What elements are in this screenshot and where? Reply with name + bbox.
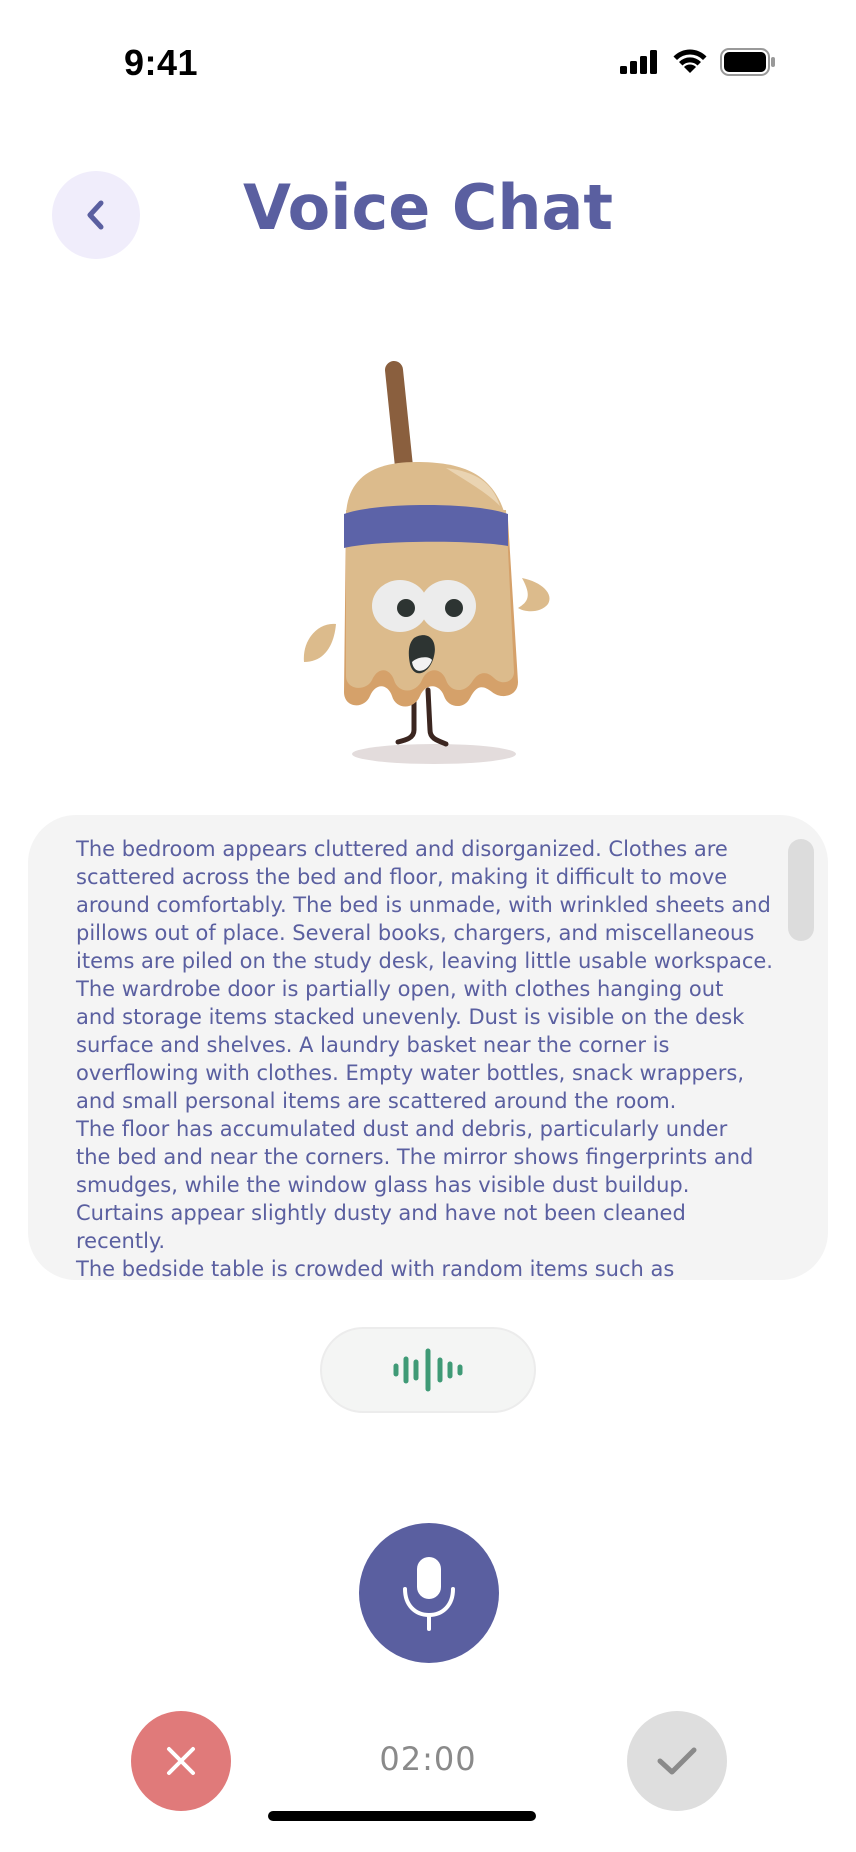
mascot-shadow — [352, 744, 516, 764]
broom-mascot-illustration — [296, 360, 560, 770]
audio-waveform-icon — [392, 1346, 464, 1394]
waveform-indicator — [320, 1327, 536, 1413]
status-time: 9:41 — [124, 42, 199, 83]
transcript-text: The bedroom appears cluttered and disorganized. Clothes are scattered across the bed and floor, making it difficult to move around comfortably. The bed is unmade, with wrinkled sheets and pillows out of place. Several books, chargers, and miscellaneous items are piled on the study desk, leaving little usable workspace. The wardrobe door is partially open, with clothes hanging out and storage items stacked unevenly. Dust is visible on the desk surface and shelves. A laundry basket near the corner is overflowing with clothes. Empty water bottles, snack wrappers, and small personal items are scattered around the room. The floor has accumulated dust and debris, particularly under the bed and near the corners. The mirror shows fingerprints and smudges, while the window glass has visible dust buildup. Curtains appear slightly dusty and have not been cleaned recently. The bedside table is crowded with random items such as — [76, 837, 773, 1280]
recording-timer: 02:00 — [379, 1740, 477, 1778]
transcript-scrollbar[interactable] — [788, 839, 814, 941]
checkmark-icon — [656, 1745, 698, 1777]
page-title: Voice Chat — [243, 171, 613, 244]
home-indicator — [268, 1811, 536, 1821]
microphone-button[interactable] — [359, 1523, 499, 1663]
status-bar — [0, 0, 856, 120]
mascot-left-arm — [304, 624, 336, 662]
status-icons — [620, 48, 776, 76]
wifi-icon — [672, 49, 708, 75]
mascot-right-pupil — [445, 599, 463, 617]
mascot-left-pupil — [397, 599, 415, 617]
microphone-icon — [397, 1555, 461, 1631]
confirm-button[interactable] — [627, 1711, 727, 1811]
transcript-card[interactable] — [28, 815, 828, 1280]
cellular-signal-icon — [620, 50, 660, 74]
mascot-right-arm — [518, 578, 550, 611]
mascot-headband — [344, 505, 508, 548]
battery-icon — [720, 48, 776, 76]
